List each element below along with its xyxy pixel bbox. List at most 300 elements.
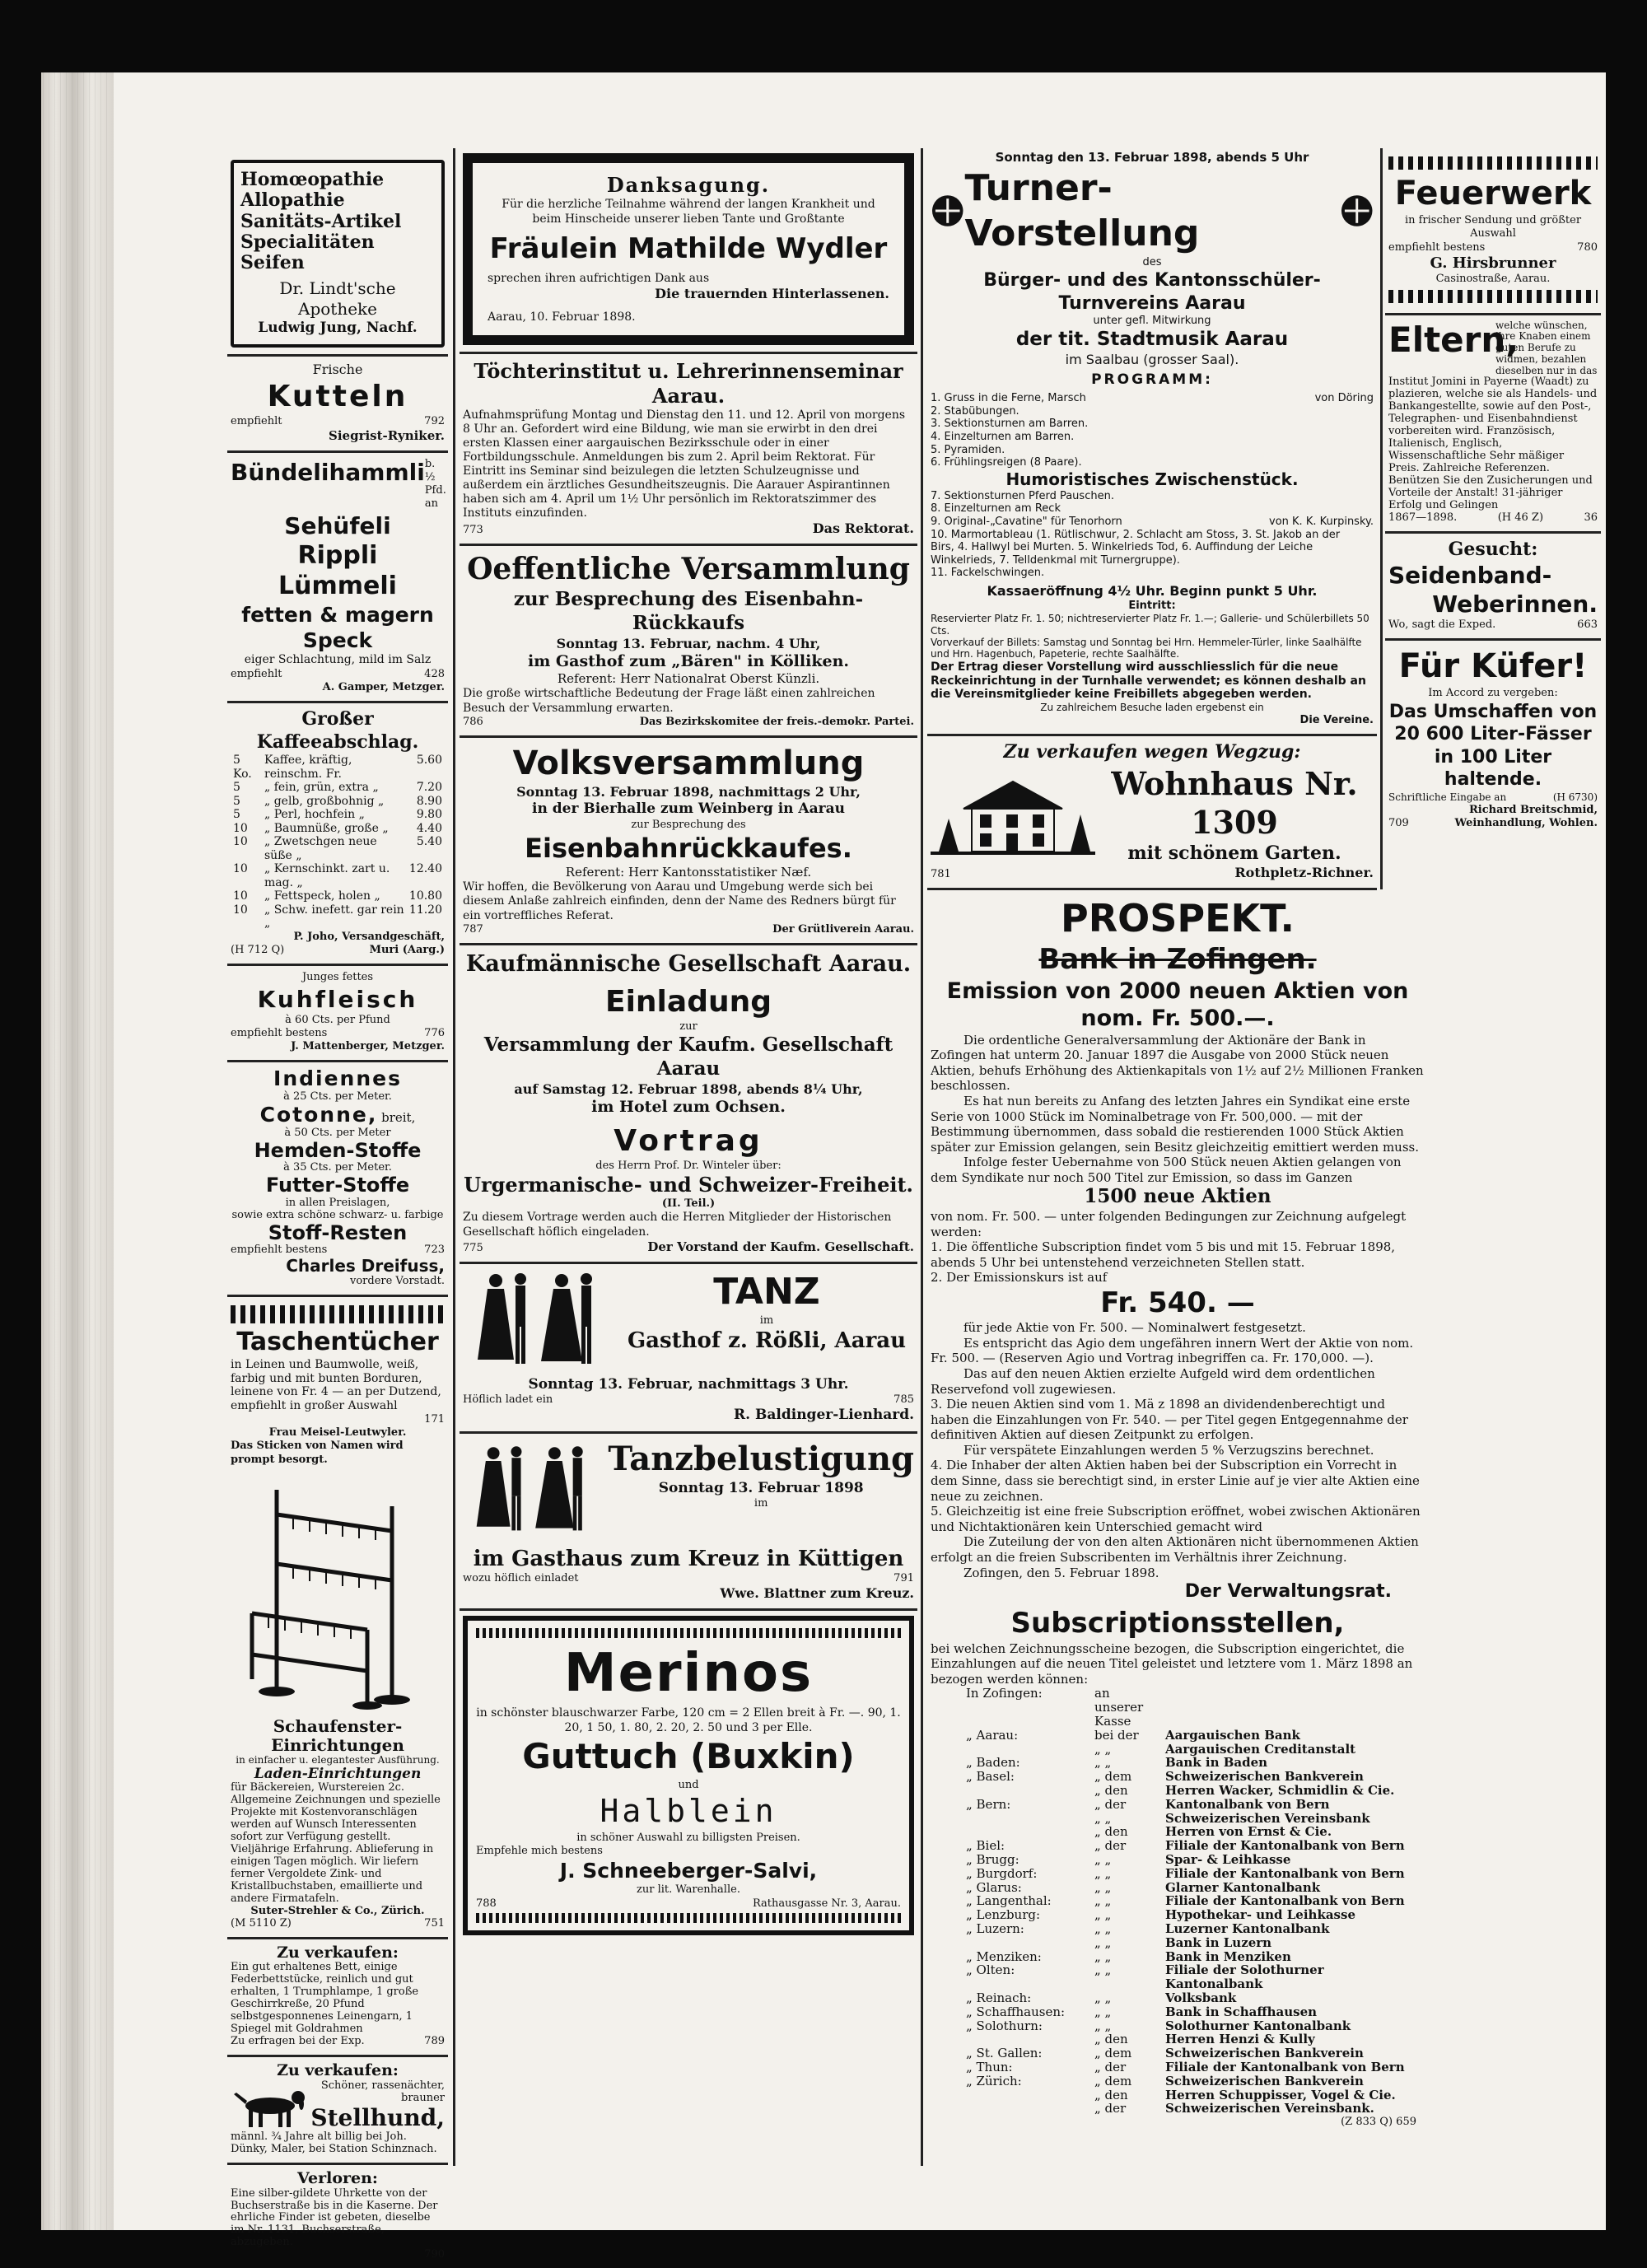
prospekt-paragraph: Infolge fester Uebernahme von 500 Stück neuen Aktien gelangen von dem Syndikate nur noch 500 Titel zur Emission, so dass im Ganzen	[931, 1155, 1402, 1185]
subs-place: „ Solothurn:	[966, 2018, 1043, 2033]
prospekt-mid: 1500 neue Aktien	[1084, 1185, 1271, 1208]
program-item-title: 1. Gruss in die Ferne, Marsch	[931, 392, 1086, 405]
subs-prep: „ „	[1094, 1741, 1112, 1757]
program-item-title: 3. Sektionsturnen am Barren.	[931, 418, 1089, 431]
stoffe-signature: Charles Dreifuss,	[286, 1256, 445, 1276]
versammlung-line: Die große wirtschaftliche Bedeutung der Frage läßt einen zahlreichen Besuch der Versammlung erwarten.	[463, 687, 875, 715]
subs-row	[963, 1784, 1425, 1798]
subs-place: „ Basel:	[966, 1769, 1015, 1785]
stoffe-title: Indiennes	[273, 1066, 402, 1091]
ad-verkaufen-1	[227, 1939, 448, 2057]
subs-bank: Hypothekar- und Leihkasse	[1165, 1907, 1355, 1923]
ad-kuefer	[1385, 641, 1601, 837]
display-rack-icon	[227, 1473, 448, 1712]
subs-row	[963, 1729, 1425, 1743]
gesucht-line: Weberinnen.	[1432, 590, 1598, 618]
subs-bank	[1163, 1687, 1425, 1728]
subs-row	[963, 2088, 1425, 2102]
subs-row	[963, 2102, 1425, 2116]
gesucht-line: Seidenband-	[1388, 562, 1552, 590]
tanzbel-line: im Gasthaus zum Kreuz in Küttigen	[473, 1546, 904, 1571]
ad-feuerwerk	[1385, 148, 1601, 315]
dank-line: Die trauernden Hinterlassenen.	[655, 286, 889, 301]
volks-line: Wir hoffen, die Bevölkerung von Aarau und Umgebung werde sich bei diesem Anlaße zahlreich einfinden, denn der Name des Redners bürgt für ein vortreffliches Referat.	[463, 880, 896, 922]
verkaufen-big: Stellhund,	[310, 2103, 445, 2131]
turner-date: Sonntag den 13. Februar 1898, abends 5 Uhr	[995, 150, 1309, 165]
subs-row	[963, 1991, 1425, 2005]
verkaufen-sub: brauner	[401, 2091, 445, 2104]
column-rule	[1380, 148, 1383, 889]
subs-place: „ Langenthal:	[966, 1893, 1052, 1909]
subs-row	[963, 1881, 1425, 1895]
wohnhaus-title: Wohnhaus Nr. 1309	[1111, 764, 1358, 842]
subs-row	[963, 1770, 1425, 1784]
merinos-title: Halblein	[600, 1793, 777, 1830]
kaffee-price: 9.80	[416, 808, 442, 822]
volks-line: zur Besprechung des	[631, 818, 746, 831]
subs-place	[963, 2102, 1092, 2116]
eltern-years: 1867—1898.	[1388, 511, 1458, 524]
subs-bank: Schweizerischen Bankverein	[1165, 1769, 1364, 1785]
subs-bank: Bank in Luzern	[1165, 1934, 1272, 1950]
stoffe-sub: à 35 Cts. per Meter.	[283, 1161, 392, 1174]
feuerwerk-left: empfiehlt bestens	[1388, 240, 1486, 254]
prospekt-paragraph: von nom. Fr. 500. — unter folgenden Bedingungen zur Zeichnung aufgelegt werden:	[931, 1209, 1407, 1239]
eltern-body: Institut Jomini in Payerne (Waadt) zu plazieren, welche sie als Handels- und Bankangestellte, sowie auf den Post-, Telegraphen- und Eisenbahndienst vorbereiten wird. Französisch, Italienisch, Englisch, Wissenschaftliche Sehr mäßiger Preis. Zahlreiche Referenzen. Benützen Sie den Zusicherungen und Vorteile der Anstalt! 31-jähriger Erfolg und Gelingen	[1388, 376, 1598, 511]
kaffee-signature: P. Joho, Versandgeschäft,	[293, 930, 445, 943]
program-item-composer: von K. K. Kurpinsky.	[1269, 516, 1374, 528]
kaffee-cell: „ fein, grün, extra „	[264, 781, 379, 795]
kuhfleisch-price: à 60 Cts. per Pfund	[285, 1013, 390, 1026]
subs-bank: Herren Schuppisser, Vogel & Cie.	[1165, 2087, 1396, 2102]
subs-place: „ St. Gallen:	[966, 2046, 1043, 2061]
turner-title: Turner-Vorstellung	[964, 166, 1200, 254]
ad-code: (H 46 Z)	[1497, 511, 1544, 524]
merinos-line: Empfehle mich bestens	[476, 1844, 603, 1857]
subs-place: „ Thun:	[966, 2059, 1013, 2074]
eltern-title: Eltern,	[1388, 319, 1519, 360]
kaffee-cell: „ Zwetschgen neue süße „	[264, 835, 377, 862]
kuefer-signature: Richard Breitschmid,	[1468, 803, 1598, 816]
wohnhaus-line: Zu verkaufen wegen Wegzug:	[1003, 741, 1301, 763]
speck-signature: A. Gamper, Metzger.	[322, 680, 445, 693]
subs-place: „ Menziken:	[966, 1948, 1042, 1964]
wohnhaus-signature: Rothpletz-Richner.	[1234, 865, 1374, 881]
tanz-signature: R. Baldinger-Lienhard.	[734, 1407, 914, 1424]
kaffee-row	[231, 903, 445, 931]
versammlung-title: Oeffentliche Versammlung	[467, 552, 910, 587]
prospekt-price: Fr. 540. —	[1100, 1286, 1255, 1319]
subs-prep: bei der	[1094, 1727, 1139, 1743]
prospekt-paragraph: Das auf den neuen Aktien erzielte Aufgeld wird dem ordentlichen Reservefond voll zugewiesen.	[931, 1365, 1375, 1397]
verkaufen-title: Zu verkaufen:	[277, 1943, 399, 1962]
subs-place: „ Reinach:	[966, 1990, 1032, 2005]
subs-prep: „ „	[1094, 1990, 1112, 2005]
schaufenster-body: für Bäckereien, Wurstereien 2c. Allgemeine Zeichnungen und spezielle Projekte mit Kostenvoranschlägen werden auf Wunsch Interessenten sofort zur Verfügung gestellt. Vieljährige Erfahrung. Ablieferung in einigen Tagen möglich. Wir liefern ferner Vergoldete Zink- und Kristallbuchstaben, emaillierte und andere Firmatafeln.	[231, 1781, 441, 1905]
program-item	[931, 490, 1374, 503]
ad-code: (Z 833 Q)	[1341, 2116, 1393, 2129]
kaffee-cell: 10	[233, 862, 248, 876]
prospekt-paragraph: Die ordentliche Generalversammlung der Aktionäre der Bank in Zofingen hat unterm 20. Januar 1897 die Ausgabe von 2000 Stück neuen Aktien, behufs Erhöhung des Aktienkapitals von 1½ auf 2½ Millionen Franken beschlossen.	[931, 1032, 1424, 1094]
subs-bank: Solothurner Kantonalbank	[1165, 2018, 1351, 2033]
ornament-border	[1388, 290, 1598, 303]
kaffee-cell: 10	[233, 903, 248, 917]
program-item-composer	[1367, 431, 1374, 444]
subs-place: „ Olten:	[966, 1962, 1015, 1978]
subs-bank: Bank in Menziken	[1165, 1948, 1291, 1964]
tanz-title: TANZ	[713, 1270, 820, 1313]
subs-bank: Schweizerischen Bankverein	[1165, 2046, 1364, 2061]
volks-line: Sonntag 13. Februar 1898, nachmittags 2 Uhr,	[516, 784, 861, 800]
subs-table	[963, 1687, 1425, 2116]
volks-line: Referent: Herr Kantonsstatistiker Næf.	[565, 864, 812, 880]
kaffee-row	[231, 862, 445, 889]
ad-number: 790	[424, 2248, 445, 2261]
kaffee-row	[231, 754, 445, 781]
subs-place: „ Burgdorf:	[966, 1865, 1038, 1881]
subs-row	[963, 2005, 1425, 2019]
subs-intro: bei welchen Zeichnungsscheine bezogen, die Subscription eingerichtet, die Einzahlungen auf die neuen Titel geleistet und letztere vom 1. März 1898 an bezogen werden können:	[931, 1640, 1413, 1687]
merinos-line: in schöner Auswahl zu billigsten Preisen.	[576, 1831, 800, 1844]
subs-prep: „ den	[1094, 1824, 1128, 1840]
tanzbel-line: Sonntag 13. Februar 1898	[658, 1479, 864, 1496]
speck-line: Lümmeli	[278, 572, 397, 601]
schaufenster-signature: Suter-Strehler & Co., Zürich.	[250, 1904, 425, 1917]
kutteln-pre: Frische	[312, 361, 363, 377]
ad-number: 792	[424, 414, 445, 427]
dank-name: Fräulein Mathilde Wydler	[489, 232, 888, 265]
ad-seminar	[460, 354, 917, 547]
program-item	[931, 418, 1374, 431]
ad-number: 171	[424, 1412, 445, 1426]
verkaufen-foot: Zu erfragen bei der Exp.	[231, 2035, 365, 2048]
program-item	[931, 502, 1374, 516]
prospekt-item: 2. Der Emissionskurs ist auf	[931, 1270, 1108, 1286]
kaffee-price: 5.40	[416, 835, 442, 849]
subs-row	[963, 2074, 1425, 2088]
program-item-composer	[1367, 456, 1374, 469]
subs-prep: „ „	[1094, 1851, 1112, 1867]
kaufm-line: auf Samstag 12. Februar 1898, abends 8¼ Uhr,	[514, 1080, 863, 1097]
subs-row	[963, 1950, 1425, 1964]
subs-bank: Schweizerischen Vereinsbank	[1165, 1810, 1370, 1826]
ad-number: 786	[463, 716, 483, 729]
column-rule	[453, 148, 455, 2166]
program-item	[931, 444, 1374, 457]
subs-bank: Kantonalbank von Bern	[1165, 1796, 1330, 1812]
program-item	[931, 431, 1374, 444]
speck-line: fetten & magern Speck	[241, 602, 434, 652]
ad-number: 788	[476, 1897, 497, 1910]
subs-prep: „ „	[1094, 1962, 1112, 1978]
kaffee-cell: „ gelb, großbohnig „	[264, 794, 385, 808]
prospekt-item: 1. Die öffentliche Subscription findet vom 5 bis und mit 15. Februar 1898, abends 5 Uhr bei untenstehend verzeichneten Stellen statt.	[931, 1239, 1396, 1270]
verkaufen-sub: Schöner, rassenächter,	[320, 2079, 445, 2092]
verkaufen-title: Zu verkaufen:	[277, 2060, 399, 2079]
subs-prep: „ „	[1094, 1879, 1112, 1895]
kaffee-price-table	[231, 754, 445, 931]
kaufm-line: Versammlung der Kaufm. Gesellschaft Aarau	[483, 1034, 893, 1080]
stoffe-sub: in allen Preislagen,	[285, 1196, 390, 1209]
turner-program-title: PROGRAMM:	[1091, 371, 1213, 388]
subs-row	[963, 1963, 1425, 1991]
apotheke-line: Allopathie	[240, 189, 345, 212]
turner-line: Reservierter Platz Fr. 1. 50; nichtreservierter Platz Fr. 1.—; Gallerie- und Schülerbillets 50 Cts.	[931, 613, 1369, 637]
prospekt-date: Zofingen, den 5. Februar 1898.	[963, 1565, 1159, 1580]
ad-number: 776	[424, 1026, 445, 1039]
kaffee-cell: „ Kernschinkt. zart u. mag. „	[264, 862, 390, 889]
subs-bank: Luzerner Kantonalbank	[1165, 1920, 1330, 1936]
kaffee-cell: „ Schw. inefett. gar rein „	[264, 903, 404, 931]
subs-place: „ Bern:	[966, 1796, 1011, 1812]
turner-emblem-icon	[931, 194, 964, 228]
tanzbel-line: im	[754, 1496, 768, 1510]
subs-prep: „ „	[1094, 1893, 1112, 1909]
ad-merinos	[460, 1611, 917, 1942]
subs-row	[963, 2032, 1425, 2046]
subs-row	[963, 1908, 1425, 1922]
ad-eltern	[1385, 315, 1601, 534]
volks-big: Eisenbahnrückkaufes.	[525, 832, 852, 864]
subs-prep: „ dem	[1094, 1769, 1132, 1785]
tuecher-title: Taschentücher	[236, 1328, 439, 1357]
stoffe-sub: sowie extra schöne schwarz- u. farbige	[231, 1208, 444, 1221]
program-item-composer	[1367, 405, 1374, 418]
ornament-border	[231, 1305, 445, 1323]
subs-row	[963, 2019, 1425, 2033]
program-item	[931, 405, 1374, 418]
subs-prep: „ der	[1094, 2101, 1127, 2116]
eltern-side: welche wünschen, ihre Knaben einem guten Berufe zu widmen, bezahlen dieselben nur in das	[1495, 319, 1598, 376]
feuerwerk-line: in frischer Sendung und größter Auswahl	[1404, 214, 1582, 240]
subs-prep: „ den	[1094, 2087, 1128, 2102]
prospekt-paragraph: für jede Aktie von Fr. 500. — Nominalwert festgesetzt.	[963, 1320, 1306, 1336]
subs-prep: „ „	[1094, 2018, 1112, 2033]
kaffee-row	[231, 808, 445, 822]
schaufenster-title: Schaufenster-Einrichtungen	[271, 1715, 404, 1755]
verloren-title: Verloren:	[297, 2168, 378, 2187]
ad-speck	[227, 453, 448, 704]
subs-bank: Glarner Kantonalbank	[1165, 1879, 1321, 1895]
subs-place	[963, 2088, 1092, 2102]
ad-number: 709	[1388, 816, 1409, 829]
kaffee-cell: „ Fettspeck, holen „	[264, 889, 380, 903]
feuerwerk-address: Casinostraße, Aarau.	[1435, 273, 1551, 286]
merinos-title: Guttuch (Buxkin)	[522, 1736, 855, 1777]
subs-place	[963, 2032, 1092, 2046]
subs-prep: „ „	[1094, 1755, 1112, 1771]
subs-bank: Filiale der Solothurner Kantonalbank	[1165, 1962, 1324, 1992]
tanz-line: Gasthof z. Rößli, Aarau	[627, 1328, 907, 1354]
program-item-composer	[1367, 490, 1374, 503]
kuhfleisch-pre: Junges fettes	[301, 971, 374, 984]
merinos-title: Merinos	[563, 1643, 814, 1705]
versammlung-line: zur Besprechung des Eisenbahn-Rückkaufs	[513, 588, 864, 634]
kutteln-signature: Siegrist-Ryniker.	[329, 427, 445, 443]
apotheke-line: Sanitäts-Artikel	[240, 210, 402, 232]
ad-number: 785	[893, 1393, 914, 1407]
prospekt-emission: Emission von 2000 neuen Aktien von nom. Fr. 500.—.	[946, 978, 1409, 1032]
subs-row	[963, 1825, 1425, 1839]
subs-bank: Aargauischen Creditanstalt	[1165, 1741, 1356, 1757]
column-rule	[921, 148, 923, 2166]
ad-apotheke	[227, 148, 448, 357]
speck-line: Bündelihammli	[231, 458, 425, 486]
kaffee-row	[231, 835, 445, 862]
program-item-composer	[1367, 502, 1374, 516]
subs-place: „ Brugg:	[966, 1851, 1019, 1867]
ad-number: 36	[1584, 511, 1598, 524]
kuefer-address: Weinhandlung, Wohlen.	[1454, 816, 1598, 829]
kaffee-row	[231, 889, 445, 903]
volks-line: in der Bierhalle zum Weinberg in Aarau	[532, 800, 845, 818]
subs-bank: Spar- & Leihkasse	[1165, 1851, 1291, 1867]
kaufm-einladung: Einladung	[605, 985, 772, 1020]
subs-place: „ Aarau:	[966, 1727, 1019, 1743]
kaffee-price: 7.20	[416, 781, 442, 795]
turner-line: Der Ertrag dieser Vorstellung wird ausschliesslich für die neue Reckeinrichtung in der Turnhalle verwendet; es können deshalb an die Vereinsmitglieder keine Freibillets abgegeben werden.	[931, 660, 1366, 702]
tanzbel-signature: Wwe. Blattner zum Kreuz.	[720, 1585, 914, 1602]
subs-prep: „ der	[1094, 1838, 1127, 1854]
prospekt-paragraph: Es entspricht das Agio dem ungefähren innern Wert der Aktie von nom. Fr. 500. — (Reserven Agio und Vortrag inbegriffen ca. Fr. 170,000. —).	[931, 1335, 1414, 1366]
subs-prep: „ „	[1094, 1907, 1112, 1923]
subs-place: In Zofingen:	[966, 1686, 1043, 1701]
program-item-title: 5. Pyramiden.	[931, 443, 1005, 456]
ad-number: 723	[424, 1244, 445, 1257]
kaffee-price: 11.20	[408, 903, 442, 917]
subs-prep: „ dem	[1094, 2046, 1132, 2061]
program-item-composer: von Döring	[1314, 392, 1374, 405]
kaufm-line: (II. Teil.)	[661, 1197, 716, 1210]
stoffe-left: empfiehlt bestens	[231, 1244, 328, 1257]
subs-bank: Herren Wacker, Schmidlin & Cie.	[1165, 1783, 1395, 1798]
turner-line: im Saalbau (grosser Saal).	[1065, 352, 1239, 367]
merinos-signature: J. Schneeberger-Salvi,	[559, 1859, 818, 1883]
turner-signature: Die Vereine.	[1299, 714, 1374, 727]
binding-texture	[43, 72, 112, 2230]
verkaufen-body: männl. ¾ Jahre alt billig bei Joh. Dünky, Maler, bei Station Schinznach.	[231, 2130, 437, 2155]
ad-number: 751	[424, 1916, 445, 1930]
turner-emblem-icon	[1340, 194, 1374, 228]
dog-icon	[231, 2081, 309, 2130]
kaffee-row	[231, 822, 445, 836]
ad-verkaufen-2	[227, 2057, 448, 2165]
kaffee-title: Großer Kaffeeabschlag.	[256, 708, 419, 753]
speck-price-note: b. ½ Pfd. an	[424, 457, 446, 511]
subs-prep: „ „	[1094, 1948, 1112, 1964]
subs-place: „ Luzern:	[966, 1920, 1024, 1936]
subs-prep: „ dem	[1094, 2073, 1132, 2088]
kaffee-price: 4.40	[416, 821, 442, 835]
ad-taschentuecher	[227, 1297, 448, 1473]
program-item-title: 6. Frühlingsreigen (8 Paare).	[931, 456, 1082, 469]
turner-line: Zu zahlreichem Besuche laden ergebenst ein	[1040, 702, 1264, 714]
kaffee-price: 10.80	[408, 889, 442, 903]
subs-prep: „ „	[1094, 1865, 1112, 1881]
program-item	[931, 529, 1374, 567]
apotheke-line: Homœopathie	[240, 169, 385, 190]
volks-signature: Der Grütliverein Aarau.	[772, 923, 914, 936]
ad-verloren	[227, 2165, 448, 2268]
program-item-title: 4. Einzelturnen am Barren.	[931, 431, 1075, 444]
ad-tanz	[460, 1264, 917, 1434]
subs-row	[963, 1743, 1425, 1757]
turner-eintritt: Eintritt:	[1128, 599, 1176, 612]
ad-number: 428	[424, 667, 445, 680]
feuerwerk-title: Feuerwerk	[1394, 175, 1592, 212]
subs-prep: an unserer Kasse	[1094, 1686, 1144, 1729]
subs-place: „ Schaffhausen:	[966, 2004, 1066, 2019]
seminar-title: Töchterinstitut u. Lehrerinnenseminar Aarau.	[474, 358, 903, 408]
subs-bank: Schweizerischen Bankverein	[1165, 2073, 1364, 2088]
prospekt-paragraph: Für verspätete Einzahlungen werden 5 % Verzugszins berechnet.	[963, 1442, 1374, 1458]
column-2	[460, 148, 917, 1942]
subs-prep: „ „	[1094, 1934, 1112, 1950]
subs-bank: Volksbank	[1165, 1990, 1237, 2005]
subs-bank: Schweizerischen Vereinsbank.	[1165, 2101, 1374, 2116]
turner-line: unter gefl. Mitwirkung	[1093, 315, 1211, 327]
seminar-signature: Das Rektorat.	[812, 520, 914, 537]
speck-line: Rippli	[297, 540, 378, 570]
apotheke-owner: Ludwig Jung, Nachf.	[258, 320, 418, 337]
subs-place	[963, 1825, 1092, 1839]
subs-row	[963, 1853, 1425, 1867]
subs-bank: Bank in Schaffhausen	[1165, 2004, 1318, 2019]
subs-place	[963, 1936, 1092, 1950]
kaffee-cell: „ Baumnüße, große „	[264, 821, 389, 835]
tanzbel-title: Tanzbelustigung	[608, 1439, 914, 1478]
apotheke-line: Seifen	[240, 252, 305, 274]
ad-volksversammlung	[460, 738, 917, 945]
stoffe-sub: à 25 Cts. per Meter.	[283, 1090, 392, 1104]
schaufenster-sub: in einfacher u. elegantester Ausführung.	[236, 1753, 440, 1766]
turner-line: Vorverkauf der Billets: Samstag und Sonntag bei Hrn. Hemmeler-Türler, linke Saalhälfte und Hrn. Hagenbuch, Papeterie, rechte Saalhälfte.	[931, 637, 1362, 660]
kaufm-signature: Der Vorstand der Kaufm. Gesellschaft.	[647, 1239, 914, 1255]
program-item-title: 2. Stabübungen.	[931, 404, 1019, 418]
subs-place	[963, 1743, 1092, 1757]
ad-kaufm-gesellschaft	[460, 945, 917, 1264]
verloren-body: Eine silber-gildete Uhrkette von der Buchserstraße bis in die Kaserne. Der ehrliche Finder ist gebeten, dieselbe im Nr. 1131, Buchserstraße, abzugeben.	[231, 2186, 438, 2249]
subs-place: „ Biel:	[966, 1838, 1005, 1854]
prospekt-paragraph: Es hat nun bereits zu Anfang des letzten Jahres ein Syndikat eine erste Serie von 1000 Stück im Nominalbetrage von Fr. 500,000. — mit der Bestimmung übernommen, dass sobald die restierenden 1000 Stück Aktien später zur Emission gelangen, sein Besitz gleichzeitig emittiert werden muss.	[931, 1093, 1420, 1155]
ad-number: 663	[1577, 618, 1598, 632]
ad-tanzbelustigung	[460, 1434, 917, 1612]
program-item-title: 8. Einzelturnen am Reck	[931, 502, 1061, 516]
stoffe-sub: breit,	[381, 1110, 416, 1126]
kaffee-price: 5.60	[416, 754, 442, 768]
ad-stoffe	[227, 1062, 448, 1297]
kaufm-line: Urgermanische- und Schweizer-Freiheit.	[464, 1172, 913, 1197]
stoffe-title: Stoff-Resten	[268, 1220, 408, 1244]
kaufm-line: Zu diesem Vortrage werden auch die Herren Mitglieder der Historischen Gesellschaft höflich eingeladen.	[463, 1211, 892, 1239]
subs-row	[963, 1922, 1425, 1936]
program-item	[931, 516, 1374, 529]
verkaufen-body: Ein gut erhaltenes Bett, einige Federbettstücke, reinlich und gut erhalten, 1 Trumphlampe, 1 große Geschirrkreße, 20 Pfund selbstgesponnenes Leinengarn, 1 Spiegel mit Goldrahmen	[231, 1961, 419, 2036]
tuecher-signature: Frau Meisel-Leutwyler.	[268, 1426, 407, 1440]
ad-code: (H 712 Q)	[231, 944, 285, 957]
subs-title: Subscriptionsstellen,	[1010, 1607, 1345, 1640]
subs-prep: „ „	[1094, 1920, 1112, 1936]
kuefer-title: Für Küfer!	[1398, 647, 1588, 686]
program-item-title: 10. Marmortableau (1. Rütlischwur, 2. Schlacht am Stoss, 3. St. Jakob an der Birs, 4. Hallwyl bei Murten. 5. Winkelrieds Tod, 6. Auffindung der Leiche Winkelrieds, 7. Telldenkmal mit Turnergruppe).	[931, 528, 1341, 567]
ad-number: 773	[463, 523, 483, 536]
ad-number: 789	[424, 2035, 445, 2048]
kuhfleisch-left: empfiehlt bestens	[231, 1026, 328, 1039]
tanz-line: Sonntag 13. Februar, nachmittags 3 Uhr.	[528, 1375, 849, 1393]
ad-prospekt	[927, 890, 1428, 2134]
versammlung-line: im Gasthof zum „Bären" in Kölliken.	[527, 651, 850, 670]
stoffe-title: Futter-Stoffe	[265, 1174, 410, 1197]
